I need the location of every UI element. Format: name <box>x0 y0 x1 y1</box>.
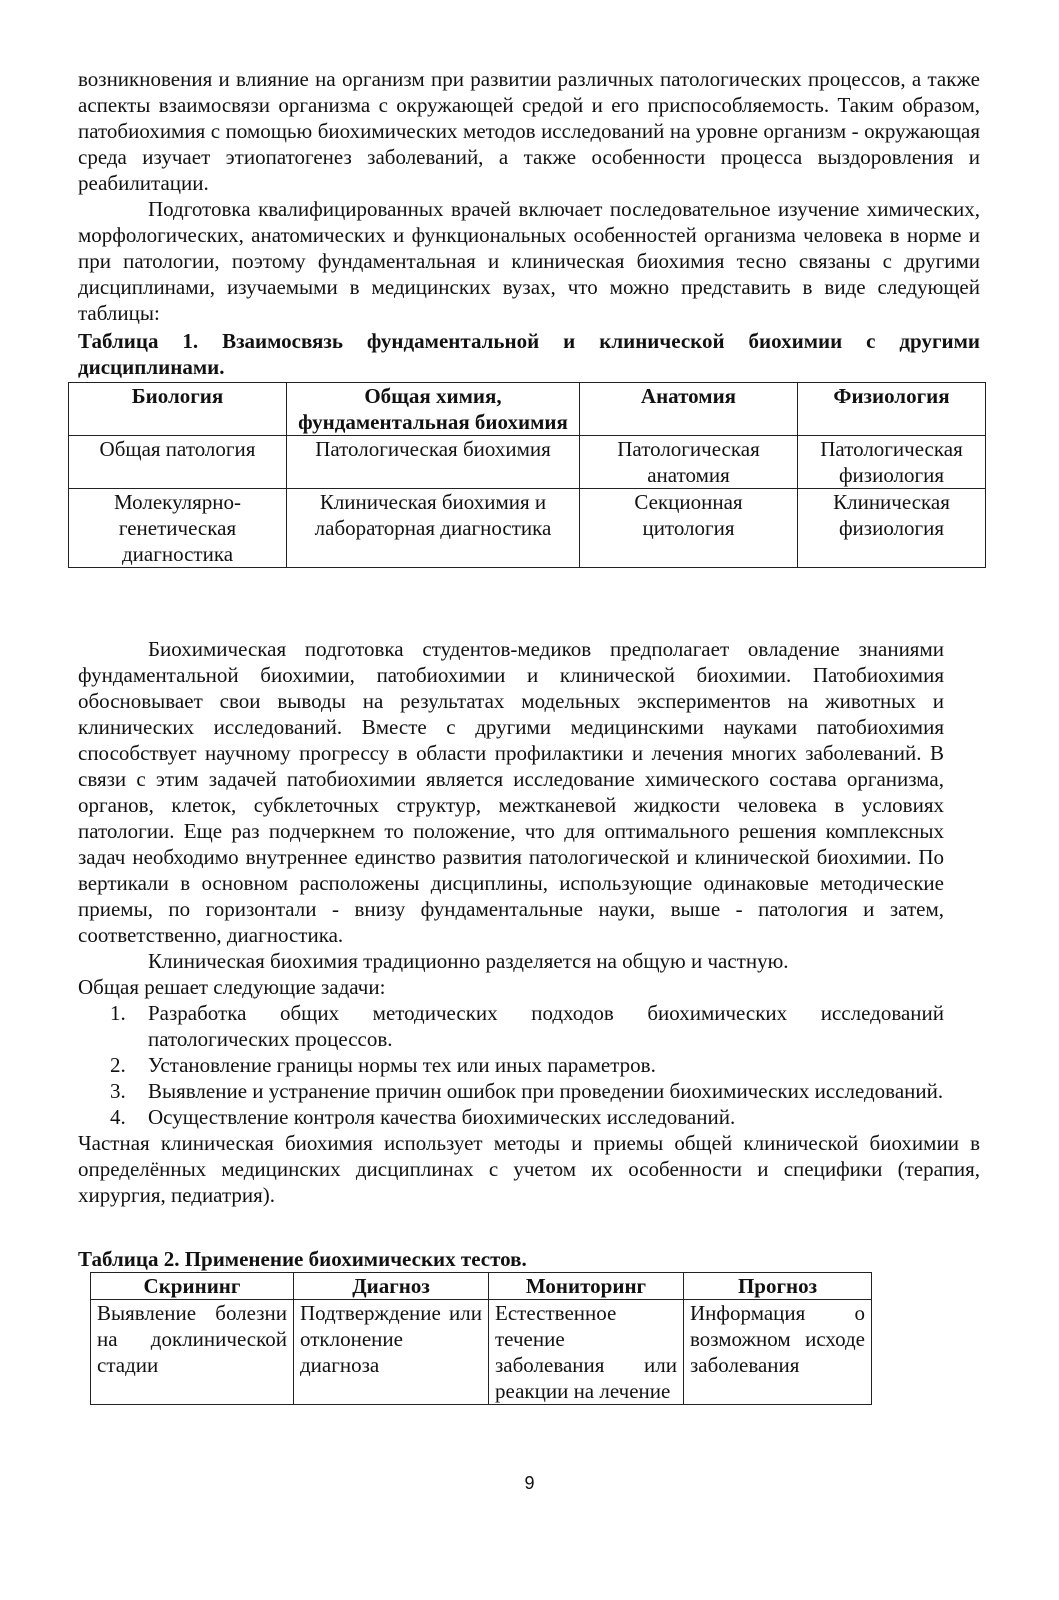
list-item <box>78 1104 944 1130</box>
table2-caption: Таблица 2. Применение биохимических тестов. <box>78 1247 527 1271</box>
table2-header: Диагноз <box>294 1273 489 1300</box>
paragraph-1: возникновения и влияние на организм при развитии различных патологических процессов, а также аспекты взаимосвязи организма с окружающей средой и его приспособляемость. Таким образом, патобиохимия с помощью биохимических методов исследований на уровне организм - окружающая среда изучает этиопатогенез заболеваний, а также особенности процесса выздоровления и реабилитации. <box>78 67 980 195</box>
table1-cell: Секционная цитология <box>580 489 798 568</box>
task-list <box>78 1000 944 1130</box>
paragraph-5: Общая решает следующие задачи: <box>78 975 386 999</box>
table2-cell: Информация о возможном исходе заболевания <box>684 1300 872 1405</box>
table2 <box>90 1272 872 1405</box>
table-row <box>69 436 986 489</box>
table-row <box>91 1300 872 1405</box>
table1-header: Анатомия <box>580 383 798 436</box>
table1-cell: Клиническая биохимия и лабораторная диагностика <box>287 489 580 568</box>
list-text: Выявление и устранение причин ошибок при проведении биохимических исследований. <box>148 1079 944 1103</box>
paragraph-6: Частная клиническая биохимия использует методы и приемы общей клинической биохимии в определённых медицинских дисциплинах с учетом их особенности и специфики (терапия, хирургия, педиатрия). <box>78 1131 980 1207</box>
table-row <box>69 489 986 568</box>
table1-cell: Патологическая биохимия <box>287 436 580 489</box>
table2-header-row <box>91 1273 872 1300</box>
list-text: Осуществление контроля качества биохимических исследований. <box>148 1105 736 1129</box>
table1-cell: Патологическая анатомия <box>580 436 798 489</box>
table2-header: Прогноз <box>684 1273 872 1300</box>
table2-cell: Подтверждение или отклонение диагноза <box>294 1300 489 1405</box>
table2-cell: Естественное течение заболевания или реакции на лечение <box>489 1300 684 1405</box>
table1-header: Общая химия, фундаментальная биохимия <box>287 383 580 436</box>
list-number: 2. <box>110 1053 126 1077</box>
table1-cell: Молекулярно-генетическая диагностика <box>69 489 287 568</box>
list-number: 1. <box>110 1001 126 1025</box>
list-text: Разработка общих методических подходов биохимических исследований патологических процессов. <box>148 1001 944 1051</box>
paragraph-3: Биохимическая подготовка студентов-медиков предполагает овладение знаниями фундаментальной биохимии, патобиохимии и клинической биохимии. Патобиохимия обосновывает свои выводы на результатах модельных экспериментов на животных и клинических исследований. Вместе с другими медицинскими науками патобиохимия способствует научному прогрессу в области профилактики и лечения многих заболеваний. В связи с этим задачей патобиохимии является исследование химического состава организма, органов, клеток, субклеточных структур, межтканевой жидкости человека в условиях патологии. Еще раз подчеркнем то положение, что для оптимального решения комплексных задач необходимо внутреннее единство развития патологической и клинической биохимии. По вертикали в основном расположены дисциплины, использующие одинаковые методические приемы, по горизонтали - внизу фундаментальные науки, выше - патология и затем, соответственно, диагностика. <box>78 637 944 947</box>
page-body <box>78 636 980 1405</box>
table2-cell: Выявление болезни на доклинической стадии <box>91 1300 294 1405</box>
list-item <box>78 1052 944 1078</box>
list-item <box>78 1078 944 1104</box>
table1-header: Биология <box>69 383 287 436</box>
table1-header-row <box>69 383 986 436</box>
table1 <box>68 382 986 568</box>
table1-cell: Патологическая физиология <box>798 436 986 489</box>
paragraph-2: Подготовка квалифицированных врачей включает последовательное изучение химических, морфологических, анатомических и функциональных особенностей организма человека в норме и при патологии, поэтому фундаментальная и клиническая биохимия тесно связаны с другими дисциплинами, изучаемыми в медицинских вузах, что можно представить в виде следующей таблицы: <box>78 197 980 325</box>
list-text: Установление границы нормы тех или иных параметров. <box>148 1053 656 1077</box>
page-top <box>78 66 980 568</box>
list-item <box>78 1000 944 1052</box>
table2-header: Мониторинг <box>489 1273 684 1300</box>
table1-cell: Клиническая физиология <box>798 489 986 568</box>
table2-header: Скрининг <box>91 1273 294 1300</box>
table1-header: Физиология <box>798 383 986 436</box>
paragraph-4: Клиническая биохимия традиционно разделяется на общую и частную. <box>148 949 789 973</box>
page-number: 9 <box>524 1473 535 1493</box>
table1-caption: Таблица 1. Взаимосвязь фундаментальной и клинической биохимии с другими дисциплинами. <box>78 329 980 379</box>
list-number: 3. <box>110 1079 126 1103</box>
list-number: 4. <box>110 1105 126 1129</box>
table1-cell: Общая патология <box>69 436 287 489</box>
